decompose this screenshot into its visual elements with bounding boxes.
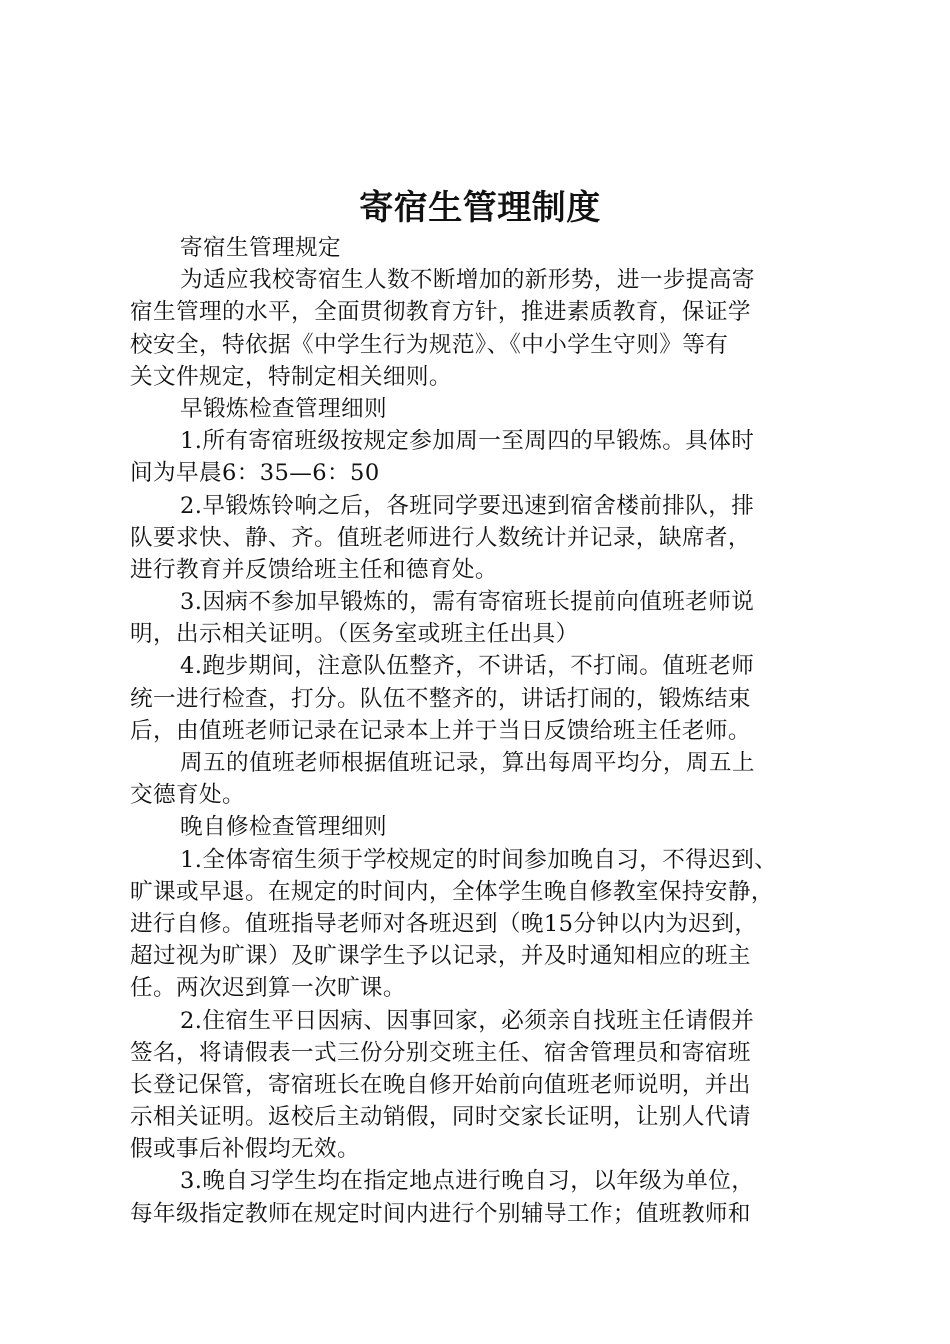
text-line: 统一进行检查，打分。队伍不整齐的，讲话打闹的，锻炼结束 bbox=[130, 685, 751, 712]
page-title: 寄宿生管理制度 bbox=[359, 188, 601, 228]
text-line: 旷课或早退。在规定的时间内，全体学生晚自修教室保持安静， bbox=[130, 878, 774, 905]
text-line: 进行自修。值班指导老师对各班迟到（晚15分钟以内为迟到， bbox=[130, 910, 758, 937]
text-line: 每年级指定教师在规定时间内进行个别辅导工作；值班教师和 bbox=[130, 1200, 751, 1227]
text-line: 明，出示相关证明。（医务室或班主任出具） bbox=[130, 621, 579, 648]
text-line: 假或事后补假均无效。 bbox=[130, 1136, 360, 1163]
text-line: 任。两次迟到算一次旷课。 bbox=[130, 975, 406, 1002]
text-line: 关文件规定，特制定相关细则。 bbox=[130, 363, 452, 390]
text-line: 超过视为旷课）及旷课学生予以记录，并及时通知相应的班主 bbox=[130, 943, 751, 970]
text-line: 长登记保管，寄宿班长在晚自修开始前向值班老师说明，并出 bbox=[130, 1071, 751, 1098]
text-line: 为适应我校寄宿生人数不断增加的新形势，进一步提高寄 bbox=[180, 267, 755, 294]
text-line: 后，由值班老师记录在记录本上并于当日反馈给班主任老师。 bbox=[130, 717, 751, 744]
text-line: 交德育处。 bbox=[130, 782, 245, 809]
text-line: 4.跑步期间，注意队伍整齐，不讲话，不打闹。值班老师 bbox=[180, 653, 755, 680]
text-line: 3.因病不参加早锻炼的，需有寄宿班长提前向值班老师说 bbox=[180, 589, 755, 616]
text-line: 早锻炼检查管理细则 bbox=[180, 395, 387, 422]
text-line: 队要求快、静、齐。值班老师进行人数统计并记录，缺席者， bbox=[130, 524, 751, 551]
document-body bbox=[130, 232, 835, 1230]
text-line: 2.住宿生平日因病、因事回家，必须亲自找班主任请假并 bbox=[180, 1007, 755, 1034]
text-line: 间为早晨6：35—6：50 bbox=[130, 460, 380, 487]
text-line: 进行教育并反馈给班主任和德育处。 bbox=[130, 556, 498, 583]
text-line: 宿生管理的水平，全面贯彻教育方针，推进素质教育，保证学 bbox=[130, 299, 751, 326]
text-line: 晚自修检查管理细则 bbox=[180, 814, 387, 841]
text-line: 3.晚自习学生均在指定地点进行晚自习，以年级为单位， bbox=[180, 1168, 755, 1195]
text-line: 校安全，特依据《中学生行为规范》、《中小学生守则》等有 bbox=[130, 331, 729, 358]
text-line: 1.所有寄宿班级按规定参加周一至周四的早锻炼。具体时 bbox=[180, 428, 755, 455]
text-line: 示相关证明。返校后主动销假，同时交家长证明，让别人代请 bbox=[130, 1104, 751, 1131]
text-line: 签名，将请假表一式三份分别交班主任、宿舍管理员和寄宿班 bbox=[130, 1039, 751, 1066]
text-line: 2.早锻炼铃响之后，各班同学要迅速到宿舍楼前排队，排 bbox=[180, 492, 755, 519]
text-line: 周五的值班老师根据值班记录，算出每周平均分，周五上 bbox=[180, 750, 755, 776]
text-line: 1.全体寄宿生须于学校规定的时间参加晚自习，不得迟到、 bbox=[180, 846, 778, 873]
text-line: 寄宿生管理规定 bbox=[180, 235, 341, 261]
